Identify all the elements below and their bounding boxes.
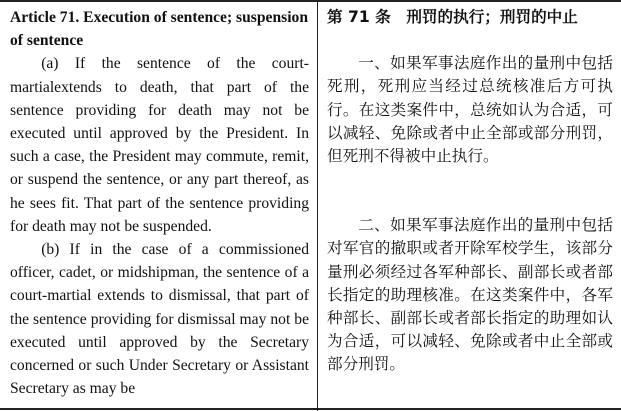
chinese-paragraph-2: 二、如果军事法庭作出的量刑中包括对军官的撤职或者开除军校学生，该部分量刑必须经过各军种部长、副部长或者部长指定的助理核准。在这类案件中，各军种部长、副部长或者部长指定的助理如认为合适，可以减轻、免除或者中止全部或部分刑罚。: [327, 216, 613, 374]
bottom-rule: [0, 408, 621, 410]
chinese-paragraph-1: 一、如果军事法庭作出的量刑中包括死刑，死刑应当经过总统核准后方可执行。在这类案件中，总统如认为合适，可以减轻、免除或者中止全部或部分刑罚，但死刑不得被中止执行。: [327, 54, 613, 166]
chinese-column: [327, 6, 613, 377]
chinese-article-title: 第 71 条 刑罚的执行；刑罚的中止: [327, 8, 578, 26]
top-rule: [0, 0, 621, 2]
english-article-title: Article 71. Execution of sentence; suspension of sentence: [10, 9, 308, 50]
english-paragraph-b: (b) If in the case of a commissioned officer, cadet, or midshipman, the sentence of a court-martial extends to dismissal, that part of the sentence providing for dismissal may not be executed until approved by the Secretary concerned or such Under Secretary or Assistant Secretary as may be: [10, 241, 309, 398]
english-column: [10, 6, 309, 400]
english-paragraph-a: (a) If the sentence of the court-martialextends to death, that part of the sentence providing for death may not be executed until approved by the President. In such a case, the President may commute, remit, or suspend the sentence, or any part thereof, as he sees fit. That part of the sentence providing for death may not be suspended.: [10, 55, 309, 235]
column-divider: [317, 0, 318, 411]
